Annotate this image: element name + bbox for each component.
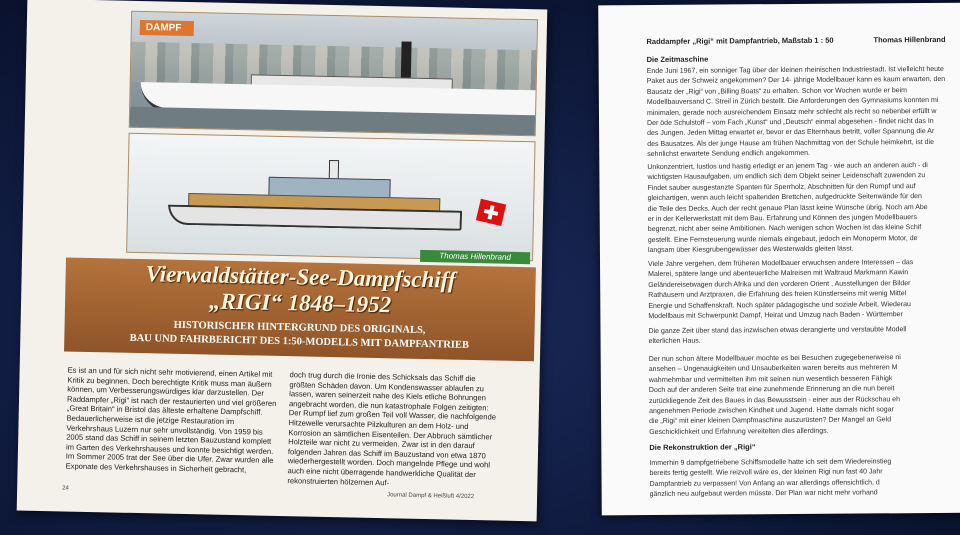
text-line: des Jungen. Jeden Mittag erwartet er, bevor er das Elternhaus betritt, voller Spannung die Ar [647,128,935,138]
text-line: zurückliegende Zeit des Baues in das Bewusstsein - einer aus der Rückschau eh [648,395,900,405]
magazine-page [17,0,548,521]
text-line: Paket aus der Schweiz angekommen? Der 14- jährige Modellbauer kann es kaum erwarten, den [646,76,946,86]
text-line: wahrnehmbar und vermittelten ihm mit seinen nun wesentlich besseren Fähigk [648,375,893,384]
text-line: des Bausatzes. Als der junge Hause am frühen Nachmittag von der Schule heimkehrt, ist die [647,138,934,148]
article-title-line2: „RIGI“ 1848–1952 [208,288,392,318]
text-line: Unkonzentriert, lustlos und hastig erledigt er an jenem Tag - wie auch an anderen auch - di [647,162,928,171]
paragraph [648,258,960,323]
text-line: Viele Jahre vergehen, dem früheren Modellbauer erwuchsen andere Interessen – das [648,259,914,268]
text-line: gänzlich neu aufgebaut werden müsste. Der Plan war nicht mehr vorhand [649,489,878,499]
text-line: Dampfantrieb zu verpassen! Von Anfang an war allerdings offensichtlich, d [649,479,880,488]
text-line: elterlichen Haus. [648,338,701,346]
document-header-author: Thomas Hillenbrand [873,34,946,45]
text-line: bereits fertig gestellt. Wie reizvoll wäre es, der kleinen Rigi nun fast 40 Jahr [649,468,883,478]
paragraph [648,325,960,348]
ship-funnel [401,41,412,79]
text-line: die Teile des Decks. Auch der recht genaue Plan lässt keine Wünsche übrig. Noch am Abe [647,203,928,213]
swiss-flag-icon [476,199,506,226]
magazine-footer: Journal Dampf & Heißluft 4/2022 [387,492,475,501]
text-line: Energie und Schaffenskraft. Noch später pädagogische und soziale Arbeit, Wiederau [648,300,911,310]
section-heading: Die Zeitmaschine [646,54,709,64]
text-line: angenehmen Periode zwischen Kindheit und Jugend. Hatte damals nicht sogar [649,406,894,416]
text-line: Modellbaus mit Schwerpunkt Dampf, Heirat und Umzug nach Baden - Württember [648,311,903,321]
article-subtitle-line1: HISTORISCHER HINTERGRUND DES ORIGINALS, [173,319,426,337]
text-line: Malerei, spätere lange und abenteuerliche Malreisen mit Waltraud Markmann Kawin [648,269,909,279]
text-line: Der nun schon ältere Modellbauer mochte es bei Besuchen zugegebenerweise ni [648,354,901,363]
title-band [64,257,536,361]
text-line: Geschicklichkeit und Erfahrung vereitelten dies allerdings. [649,427,829,436]
text-line: minimalen, gerade noch ausreichendem Einsatz mehr schlecht als recht so nebenbei erfüllt w [646,107,937,117]
paragraph [649,457,960,501]
document-header-title: Raddampfer „Rigi“ mit Dampfantrieb, Maßstab 1 : 50 [646,35,834,46]
text-line: Immerhin 9 dampfgetriebene Schiffsmodelle hatte ich seit dem Wiedereinstieg [649,458,892,467]
text-line: Modellbauversand C. Streil in Zürich bestellt. Die Anforderungen des Gymnasiums konnten mi [646,97,939,107]
text-line: langsam über Kiesgrubengewässer des Westerwalds gleiten lässt. [647,245,854,255]
text-line: Die ganze Zeit über stand das inzwischen etwas derangierte und verstaubte Modell [648,326,907,335]
page-number: 24 [62,485,69,492]
paragraph [647,161,960,257]
text-line: Findet sauber ausgestanzte Spanten für Sperrholz, Abschnitten für den Rumpf und auf [647,182,916,192]
text-line: ansehen – Ungenauigkeiten und Unsauberkeiten waren bereits aus mehreren M [648,364,898,374]
article-column-right: doch trug durch die Ironie des Schicksals das Schiff die größten Schäden davon. Um Kondenswasser ablaufen zu lassen, waren seinerzeit nahe des Kiels etliche Bohrungen angebracht worden, die nun katastrophale Folgen zeitigten: Der Rumpf lief zum großen Teil voll Wasser, die nachfolgende Hitzewelle verursachte Pilzkulturen an dem Holz- und Korrosion an sämtlichen Eisenteilen. Der Abbruch sämtlicher Holzteile war nicht zu vermeiden. Zwar ist in den darauf folgenden Jahren das Schiff im Bauzustand von etwa 1870 wiederhergestellt worden. Doch mangelnde Pflege und wohl auch eine nicht überragende handwerkliche Qualität der rekonstruierten hölzernen Auf- [287,370,497,487]
text-line: begrenzt, nicht aber seine Ambitionen. Nach wenigen schon Wochen ist das kleine Schif [647,224,922,234]
text-line: sehnlichst erwartete Sendung endlich angekommen. [647,150,810,159]
section-tag: DAMPF [140,20,194,36]
paragraph [647,65,960,161]
text-line: gestellt. Eine Fernsteuerung wurde niemals eingebaut, jedoch ein Monoperm Motor, de [647,234,918,244]
photo-credit: Thomas Hillenbrand [420,250,530,264]
article-subtitle-line2: BAU UND FAHRBERICHT DES 1:50-MODELLS MIT DAMPFANTRIEB [129,332,470,351]
paragraph [649,353,960,439]
text-line: Bausatz der „Rigi“ von „Billing Boats“ zu erhalten. Schon vor Wochen wurde er beim [646,86,908,96]
document-page [598,3,960,516]
text-line: die „Rigi“ mit einer kleinen Dampfmaschine auszurüsten? Der Mangel an Geld [649,416,892,426]
text-line: wichtigsten Hausaufgaben, um endlich sich dem Objekt seiner Leidenschaft zuwenden zu [647,172,926,182]
article-title-line1: Vierwaldstätter-See-Dampfschiff [145,261,456,293]
text-line: Der öde Schulstoff – vom Fach „Kunst“ und „Deutsch“ einmal abgesehen - findet nicht das In [647,118,934,128]
text-line: Doch auf der anderen Seite trat eine zunehmende Erinnerung an die nun bereit [648,385,895,395]
text-line: Geländereisetwagen durch Afrika und den vorderen Orient , Ausstellungen der Bilder [648,279,911,289]
text-line: Ende Juni 1967, ein sonniger Tag über der kleinen rheinischen Industriestadt. Ist vielleicht heute [646,65,944,75]
steamship-model-photo [126,133,535,261]
article-column-left: Es ist an und für sich nicht sehr motivierend, einen Artikel mit Kritik zu beginnen. Doch berechtigte Kritik muss man äußern können, um Verbesserungswürdiges klar darzustellen. Der Raddampfer „Rigi“ ist nach der restaurierten und viel größeren „Great Britain“ in Bristol das älteste erhaltene Dampfschiff. Bedauerlicherweise ist die jetzige Restauration im Verkehrshaus Luzern nur sehr unvollständig. Von 1959 bis 2005 stand das Schiff in seinem letzten Bauzustand komplett im Garten des Verkehrshauses und konnte besichtigt werden. Im Sommer 2005 trat der See über die Ufer. Zwar wurden alle Exponate des Verkehrshauses in Sicherheit gebracht, [65,365,277,475]
text-line: er in der Kellerwerkstatt mit dem Bau. Erfahrung und Können des jungen Modellbauers [647,214,918,224]
text-line: Rathäusern und Arztpraxen, die Erfahrung des freien Künstlerseins mit wenig Mittel [648,290,907,300]
section-heading: Die Rekonstruktion der „Rigi“ [649,442,756,452]
text-line: gleichartigen, wenn auch leicht spaltenden Brettchen, aufgedruckte Seitenwände für den [647,193,922,203]
